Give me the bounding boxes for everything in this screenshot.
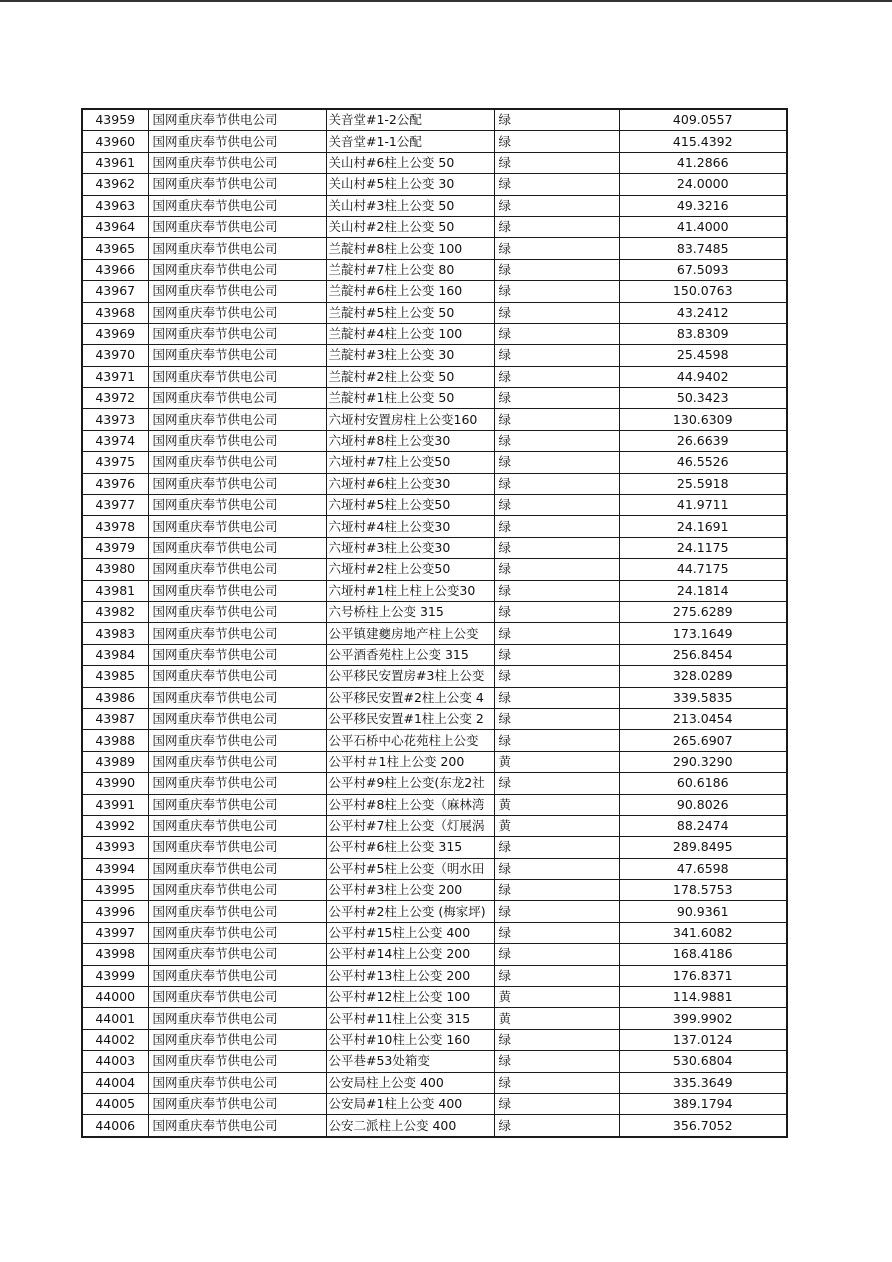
company-name-cell: 国网重庆奉节供电公司 — [148, 409, 326, 430]
company-name-cell: 国网重庆奉节供电公司 — [148, 216, 326, 237]
status-color-cell: 绿 — [494, 430, 619, 451]
table-row — [82, 302, 787, 323]
company-name-cell: 国网重庆奉节供电公司 — [148, 858, 326, 879]
transformer-name-cell: 公平村＃1柱上公变 200 — [326, 751, 494, 772]
table-row — [82, 708, 787, 729]
transformer-name-cell: 关山村#6柱上公变 50 — [326, 152, 494, 173]
status-color-cell: 黄 — [494, 751, 619, 772]
company-name-cell: 国网重庆奉节供电公司 — [148, 430, 326, 451]
table-row — [82, 216, 787, 237]
row-id-cell: 43965 — [82, 238, 148, 259]
transformer-name-cell: 六垭村#8柱上公变30 — [326, 430, 494, 451]
table-row — [82, 623, 787, 644]
company-name-cell: 国网重庆奉节供电公司 — [148, 965, 326, 986]
table-row — [82, 751, 787, 772]
load-value-cell: 173.1649 — [619, 623, 787, 644]
table-row — [82, 1115, 787, 1137]
transformer-name-cell: 公平村#9柱上公变(东龙2社 — [326, 773, 494, 794]
load-value-cell: 114.9881 — [619, 987, 787, 1008]
transformer-name-cell: 公平村#5柱上公变（明水田 — [326, 858, 494, 879]
company-name-cell: 国网重庆奉节供电公司 — [148, 516, 326, 537]
transformer-name-cell: 六垭村#6柱上公变30 — [326, 473, 494, 494]
status-color-cell: 绿 — [494, 366, 619, 387]
transformer-name-cell: 公平移民安置#1柱上公变 2 — [326, 708, 494, 729]
row-id-cell: 43992 — [82, 815, 148, 836]
load-value-cell: 88.2474 — [619, 815, 787, 836]
transformer-name-cell: 公安二派柱上公变 400 — [326, 1115, 494, 1137]
row-id-cell: 43989 — [82, 751, 148, 772]
company-name-cell: 国网重庆奉节供电公司 — [148, 388, 326, 409]
status-color-cell: 绿 — [494, 1072, 619, 1093]
load-value-cell: 44.9402 — [619, 366, 787, 387]
row-id-cell: 43967 — [82, 281, 148, 302]
company-name-cell: 国网重庆奉节供电公司 — [148, 708, 326, 729]
transformer-name-cell: 兰靛村#2柱上公变 50 — [326, 366, 494, 387]
table-row — [82, 430, 787, 451]
load-value-cell: 530.6804 — [619, 1051, 787, 1072]
load-value-cell: 389.1794 — [619, 1093, 787, 1114]
row-id-cell: 43982 — [82, 601, 148, 622]
company-name-cell: 国网重庆奉节供电公司 — [148, 323, 326, 344]
load-value-cell: 26.6639 — [619, 430, 787, 451]
transformer-name-cell: 关山村#3柱上公变 50 — [326, 195, 494, 216]
status-color-cell: 绿 — [494, 195, 619, 216]
load-value-cell: 44.7175 — [619, 559, 787, 580]
status-color-cell: 绿 — [494, 944, 619, 965]
status-color-cell: 绿 — [494, 409, 619, 430]
status-color-cell: 绿 — [494, 473, 619, 494]
transformer-name-cell: 六垭村#2柱上公变50 — [326, 559, 494, 580]
status-color-cell: 绿 — [494, 880, 619, 901]
load-value-cell: 41.9711 — [619, 495, 787, 516]
load-value-cell: 25.4598 — [619, 345, 787, 366]
row-id-cell: 43983 — [82, 623, 148, 644]
row-id-cell: 43966 — [82, 259, 148, 280]
load-value-cell: 49.3216 — [619, 195, 787, 216]
company-name-cell: 国网重庆奉节供电公司 — [148, 238, 326, 259]
row-id-cell: 44004 — [82, 1072, 148, 1093]
table-row — [82, 880, 787, 901]
transformer-name-cell: 六垭村#5柱上公变50 — [326, 495, 494, 516]
transformer-name-cell: 兰靛村#3柱上公变 30 — [326, 345, 494, 366]
transformer-name-cell: 兰靛村#1柱上公变 50 — [326, 388, 494, 409]
status-color-cell: 绿 — [494, 837, 619, 858]
company-name-cell: 国网重庆奉节供电公司 — [148, 345, 326, 366]
load-value-cell: 46.5526 — [619, 452, 787, 473]
transformer-name-cell: 六垭村#4柱上公变30 — [326, 516, 494, 537]
status-color-cell: 绿 — [494, 1051, 619, 1072]
table-row — [82, 1029, 787, 1050]
row-id-cell: 43963 — [82, 195, 148, 216]
table-row — [82, 965, 787, 986]
table-row — [82, 837, 787, 858]
row-id-cell: 43999 — [82, 965, 148, 986]
transformer-name-cell: 公平移民安置房#3柱上公变 — [326, 666, 494, 687]
transformer-name-cell: 公平镇建夔房地产柱上公变 — [326, 623, 494, 644]
load-value-cell: 137.0124 — [619, 1029, 787, 1050]
status-color-cell: 绿 — [494, 281, 619, 302]
load-value-cell: 50.3423 — [619, 388, 787, 409]
load-value-cell: 399.9902 — [619, 1008, 787, 1029]
company-name-cell: 国网重庆奉节供电公司 — [148, 837, 326, 858]
transformer-name-cell: 公平村#6柱上公变 315 — [326, 837, 494, 858]
company-name-cell: 国网重庆奉节供电公司 — [148, 1008, 326, 1029]
transformer-name-cell: 公平村#10柱上公变 160 — [326, 1029, 494, 1050]
row-id-cell: 43975 — [82, 452, 148, 473]
transformer-name-cell: 公平石桥中心花苑柱上公变 — [326, 730, 494, 751]
status-color-cell: 绿 — [494, 152, 619, 173]
status-color-cell: 黄 — [494, 815, 619, 836]
company-name-cell: 国网重庆奉节供电公司 — [148, 623, 326, 644]
row-id-cell: 43974 — [82, 430, 148, 451]
row-id-cell: 44001 — [82, 1008, 148, 1029]
status-color-cell: 绿 — [494, 687, 619, 708]
row-id-cell: 43968 — [82, 302, 148, 323]
table-row — [82, 1072, 787, 1093]
table-row — [82, 131, 787, 152]
row-id-cell: 43977 — [82, 495, 148, 516]
load-value-cell: 83.7485 — [619, 238, 787, 259]
status-color-cell: 绿 — [494, 730, 619, 751]
row-id-cell: 43994 — [82, 858, 148, 879]
status-color-cell: 绿 — [494, 965, 619, 986]
company-name-cell: 国网重庆奉节供电公司 — [148, 302, 326, 323]
transformer-name-cell: 六垭村#7柱上公变50 — [326, 452, 494, 473]
company-name-cell: 国网重庆奉节供电公司 — [148, 644, 326, 665]
row-id-cell: 43959 — [82, 109, 148, 131]
table-row — [82, 152, 787, 173]
transformer-name-cell: 公平村#15柱上公变 400 — [326, 922, 494, 943]
company-name-cell: 国网重庆奉节供电公司 — [148, 174, 326, 195]
row-id-cell: 43961 — [82, 152, 148, 173]
status-color-cell: 绿 — [494, 495, 619, 516]
status-color-cell: 绿 — [494, 623, 619, 644]
status-color-cell: 绿 — [494, 537, 619, 558]
load-value-cell: 328.0289 — [619, 666, 787, 687]
row-id-cell: 43984 — [82, 644, 148, 665]
row-id-cell: 43987 — [82, 708, 148, 729]
load-value-cell: 83.8309 — [619, 323, 787, 344]
status-color-cell: 黄 — [494, 794, 619, 815]
load-value-cell: 409.0557 — [619, 109, 787, 131]
table-row — [82, 858, 787, 879]
status-color-cell: 绿 — [494, 388, 619, 409]
load-value-cell: 130.6309 — [619, 409, 787, 430]
company-name-cell: 国网重庆奉节供电公司 — [148, 880, 326, 901]
company-name-cell: 国网重庆奉节供电公司 — [148, 366, 326, 387]
transformer-name-cell: 公平村#3柱上公变 200 — [326, 880, 494, 901]
transformer-name-cell: 兰靛村#8柱上公变 100 — [326, 238, 494, 259]
load-value-cell: 213.0454 — [619, 708, 787, 729]
load-value-cell: 24.0000 — [619, 174, 787, 195]
row-id-cell: 43993 — [82, 837, 148, 858]
row-id-cell: 43979 — [82, 537, 148, 558]
transformer-name-cell: 公平村#7柱上公变（灯展涡 — [326, 815, 494, 836]
row-id-cell: 43978 — [82, 516, 148, 537]
row-id-cell: 43972 — [82, 388, 148, 409]
load-value-cell: 341.6082 — [619, 922, 787, 943]
status-color-cell: 绿 — [494, 773, 619, 794]
row-id-cell: 43991 — [82, 794, 148, 815]
row-id-cell: 43960 — [82, 131, 148, 152]
status-color-cell: 绿 — [494, 216, 619, 237]
company-name-cell: 国网重庆奉节供电公司 — [148, 922, 326, 943]
company-name-cell: 国网重庆奉节供电公司 — [148, 601, 326, 622]
table-row — [82, 109, 787, 131]
transformer-name-cell: 公平村#12柱上公变 100 — [326, 987, 494, 1008]
transformer-name-cell: 兰靛村#6柱上公变 160 — [326, 281, 494, 302]
table-row — [82, 473, 787, 494]
table-row — [82, 580, 787, 601]
status-color-cell: 绿 — [494, 559, 619, 580]
row-id-cell: 43990 — [82, 773, 148, 794]
status-color-cell: 绿 — [494, 174, 619, 195]
table-row — [82, 1008, 787, 1029]
status-color-cell: 绿 — [494, 1029, 619, 1050]
table-row — [82, 323, 787, 344]
row-id-cell: 43981 — [82, 580, 148, 601]
table-row — [82, 773, 787, 794]
company-name-cell: 国网重庆奉节供电公司 — [148, 1093, 326, 1114]
status-color-cell: 绿 — [494, 302, 619, 323]
load-value-cell: 339.5835 — [619, 687, 787, 708]
transformer-name-cell: 公平村#8柱上公变（麻林湾 — [326, 794, 494, 815]
company-name-cell: 国网重庆奉节供电公司 — [148, 452, 326, 473]
transformer-name-cell: 兰靛村#4柱上公变 100 — [326, 323, 494, 344]
status-color-cell: 绿 — [494, 922, 619, 943]
table-row — [82, 559, 787, 580]
transformer-name-cell: 兰靛村#7柱上公变 80 — [326, 259, 494, 280]
load-value-cell: 67.5093 — [619, 259, 787, 280]
table-row — [82, 174, 787, 195]
row-id-cell: 43973 — [82, 409, 148, 430]
load-value-cell: 43.2412 — [619, 302, 787, 323]
company-name-cell: 国网重庆奉节供电公司 — [148, 495, 326, 516]
row-id-cell: 43971 — [82, 366, 148, 387]
company-name-cell: 国网重庆奉节供电公司 — [148, 473, 326, 494]
transformer-name-cell: 六垭村安置房柱上公变160 — [326, 409, 494, 430]
company-name-cell: 国网重庆奉节供电公司 — [148, 281, 326, 302]
company-name-cell: 国网重庆奉节供电公司 — [148, 109, 326, 131]
row-id-cell: 43997 — [82, 922, 148, 943]
transformer-name-cell: 公平村#14柱上公变 200 — [326, 944, 494, 965]
company-name-cell: 国网重庆奉节供电公司 — [148, 1115, 326, 1137]
table-row — [82, 687, 787, 708]
row-id-cell: 44000 — [82, 987, 148, 1008]
company-name-cell: 国网重庆奉节供电公司 — [148, 559, 326, 580]
company-name-cell: 国网重庆奉节供电公司 — [148, 259, 326, 280]
company-name-cell: 国网重庆奉节供电公司 — [148, 1029, 326, 1050]
table-row — [82, 1093, 787, 1114]
status-color-cell: 绿 — [494, 109, 619, 131]
status-color-cell: 绿 — [494, 1093, 619, 1114]
company-name-cell: 国网重庆奉节供电公司 — [148, 944, 326, 965]
row-id-cell: 43964 — [82, 216, 148, 237]
company-name-cell: 国网重庆奉节供电公司 — [148, 687, 326, 708]
page-top-border — [0, 0, 892, 2]
data-table — [81, 108, 788, 1138]
status-color-cell: 绿 — [494, 259, 619, 280]
load-value-cell: 41.4000 — [619, 216, 787, 237]
table-row — [82, 281, 787, 302]
table-body — [82, 109, 787, 1137]
status-color-cell: 绿 — [494, 1115, 619, 1137]
company-name-cell: 国网重庆奉节供电公司 — [148, 987, 326, 1008]
row-id-cell: 43988 — [82, 730, 148, 751]
status-color-cell: 绿 — [494, 601, 619, 622]
company-name-cell: 国网重庆奉节供电公司 — [148, 794, 326, 815]
row-id-cell: 43962 — [82, 174, 148, 195]
table-row — [82, 259, 787, 280]
table-row — [82, 537, 787, 558]
table-row — [82, 366, 787, 387]
transformer-name-cell: 公安局#1柱上公变 400 — [326, 1093, 494, 1114]
load-value-cell: 168.4186 — [619, 944, 787, 965]
status-color-cell: 绿 — [494, 858, 619, 879]
table-row — [82, 495, 787, 516]
row-id-cell: 43985 — [82, 666, 148, 687]
row-id-cell: 44003 — [82, 1051, 148, 1072]
load-value-cell: 150.0763 — [619, 281, 787, 302]
status-color-cell: 黄 — [494, 1008, 619, 1029]
company-name-cell: 国网重庆奉节供电公司 — [148, 751, 326, 772]
load-value-cell: 24.1691 — [619, 516, 787, 537]
company-name-cell: 国网重庆奉节供电公司 — [148, 730, 326, 751]
row-id-cell: 43998 — [82, 944, 148, 965]
transformer-name-cell: 六号桥柱上公变 315 — [326, 601, 494, 622]
company-name-cell: 国网重庆奉节供电公司 — [148, 1051, 326, 1072]
row-id-cell: 43969 — [82, 323, 148, 344]
table-row — [82, 388, 787, 409]
transformer-name-cell: 关山村#2柱上公变 50 — [326, 216, 494, 237]
row-id-cell: 43996 — [82, 901, 148, 922]
company-name-cell: 国网重庆奉节供电公司 — [148, 901, 326, 922]
status-color-cell: 绿 — [494, 516, 619, 537]
transformer-name-cell: 公平村#11柱上公变 315 — [326, 1008, 494, 1029]
transformer-name-cell: 关音堂#1-2公配 — [326, 109, 494, 131]
load-value-cell: 289.8495 — [619, 837, 787, 858]
table-row — [82, 922, 787, 943]
load-value-cell: 176.8371 — [619, 965, 787, 986]
row-id-cell: 43980 — [82, 559, 148, 580]
row-id-cell: 43976 — [82, 473, 148, 494]
load-value-cell: 178.5753 — [619, 880, 787, 901]
company-name-cell: 国网重庆奉节供电公司 — [148, 131, 326, 152]
load-value-cell: 256.8454 — [619, 644, 787, 665]
transformer-name-cell: 公平移民安置#2柱上公变 4 — [326, 687, 494, 708]
table-row — [82, 666, 787, 687]
load-value-cell: 24.1814 — [619, 580, 787, 601]
load-value-cell: 290.3290 — [619, 751, 787, 772]
row-id-cell: 43995 — [82, 880, 148, 901]
transformer-name-cell: 关山村#5柱上公变 30 — [326, 174, 494, 195]
load-value-cell: 90.9361 — [619, 901, 787, 922]
transformer-name-cell: 关音堂#1-1公配 — [326, 131, 494, 152]
table-row — [82, 195, 787, 216]
transformer-name-cell: 公平村#13柱上公变 200 — [326, 965, 494, 986]
status-color-cell: 绿 — [494, 580, 619, 601]
row-id-cell: 44005 — [82, 1093, 148, 1114]
table-row — [82, 644, 787, 665]
status-color-cell: 绿 — [494, 666, 619, 687]
company-name-cell: 国网重庆奉节供电公司 — [148, 773, 326, 794]
table-row — [82, 409, 787, 430]
table-row — [82, 815, 787, 836]
status-color-cell: 绿 — [494, 708, 619, 729]
company-name-cell: 国网重庆奉节供电公司 — [148, 1072, 326, 1093]
row-id-cell: 43970 — [82, 345, 148, 366]
row-id-cell: 44006 — [82, 1115, 148, 1137]
load-value-cell: 356.7052 — [619, 1115, 787, 1137]
load-value-cell: 415.4392 — [619, 131, 787, 152]
transformer-name-cell: 六垭村#3柱上公变30 — [326, 537, 494, 558]
load-value-cell: 41.2866 — [619, 152, 787, 173]
table-row — [82, 794, 787, 815]
status-color-cell: 绿 — [494, 644, 619, 665]
transformer-name-cell: 公平村#2柱上公变 (梅家坪) — [326, 901, 494, 922]
company-name-cell: 国网重庆奉节供电公司 — [148, 537, 326, 558]
table-row — [82, 901, 787, 922]
row-id-cell: 43986 — [82, 687, 148, 708]
load-value-cell: 275.6289 — [619, 601, 787, 622]
transformer-name-cell: 六垭村#1柱上柱上公变30 — [326, 580, 494, 601]
load-value-cell: 335.3649 — [619, 1072, 787, 1093]
transformer-name-cell: 公安局柱上公变 400 — [326, 1072, 494, 1093]
status-color-cell: 绿 — [494, 345, 619, 366]
transformer-name-cell: 公平酒香苑柱上公变 315 — [326, 644, 494, 665]
status-color-cell: 绿 — [494, 901, 619, 922]
company-name-cell: 国网重庆奉节供电公司 — [148, 815, 326, 836]
table-row — [82, 601, 787, 622]
row-id-cell: 44002 — [82, 1029, 148, 1050]
load-value-cell: 25.5918 — [619, 473, 787, 494]
company-name-cell: 国网重庆奉节供电公司 — [148, 580, 326, 601]
load-value-cell: 265.6907 — [619, 730, 787, 751]
status-color-cell: 绿 — [494, 131, 619, 152]
status-color-cell: 黄 — [494, 987, 619, 1008]
table-row — [82, 452, 787, 473]
transformer-name-cell: 公平巷#53处箱变 — [326, 1051, 494, 1072]
company-name-cell: 国网重庆奉节供电公司 — [148, 666, 326, 687]
transformer-name-cell: 兰靛村#5柱上公变 50 — [326, 302, 494, 323]
load-value-cell: 60.6186 — [619, 773, 787, 794]
load-value-cell: 24.1175 — [619, 537, 787, 558]
table-row — [82, 730, 787, 751]
status-color-cell: 绿 — [494, 323, 619, 344]
status-color-cell: 绿 — [494, 452, 619, 473]
company-name-cell: 国网重庆奉节供电公司 — [148, 152, 326, 173]
table-row — [82, 516, 787, 537]
status-color-cell: 绿 — [494, 238, 619, 259]
table-row — [82, 238, 787, 259]
table-row — [82, 987, 787, 1008]
load-value-cell: 90.8026 — [619, 794, 787, 815]
table-row — [82, 944, 787, 965]
load-value-cell: 47.6598 — [619, 858, 787, 879]
table-row — [82, 1051, 787, 1072]
table-row — [82, 345, 787, 366]
company-name-cell: 国网重庆奉节供电公司 — [148, 195, 326, 216]
